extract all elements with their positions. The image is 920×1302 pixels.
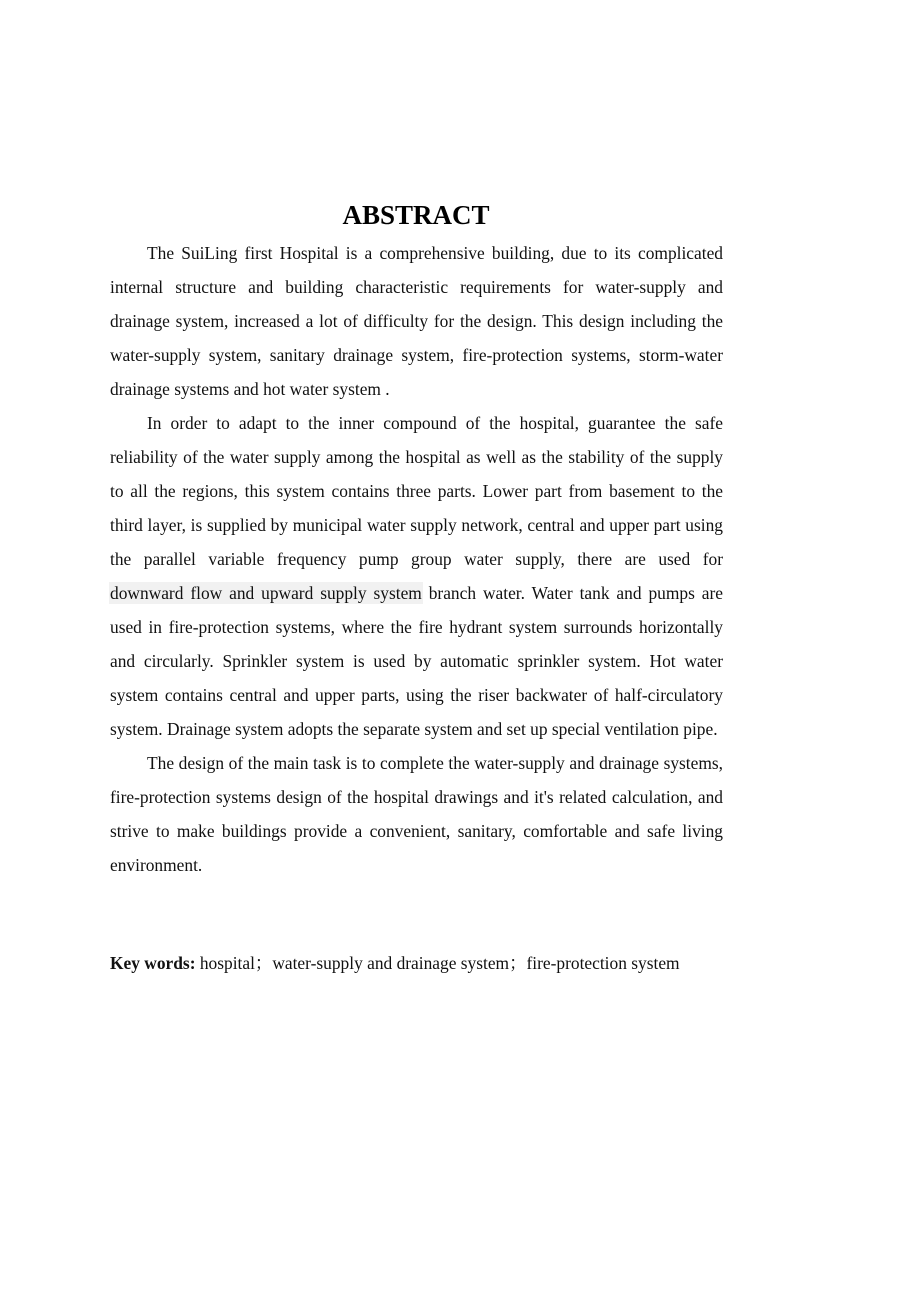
paragraph-2-line-end [110,583,525,603]
abstract-paragraph-2 [110,406,723,746]
abstract-title: ABSTRACT [342,200,490,230]
keywords-line [110,946,810,980]
paragraph-2-tail: branch water. [421,583,525,603]
paragraph-2-continuation: Water tank and pumps are used in fire-protection systems, where the fire hydrant system surrounds horizontally and circularly. Sprinkler system is used by automatic sprinkler system. Hot water system contains central and upper parts, using the riser backwater of half-circulatory system. Drainage system adopts the separate system and set up special ventilation pipe. [110,583,723,739]
abstract-body [110,236,723,882]
abstract-paragraph-3: The design of the main task is to complete the water-supply and drainage systems, fire-protection systems design of the hospital drawings and it's related calculation, and strive to make buildings provide a convenient, sanitary, comfortable and safe living environment. [110,753,723,875]
abstract-paragraph-1: The SuiLing first Hospital is a comprehensive building, due to its complicated internal structure and building characteristic requirements for water-supply and drainage system, increased a lot of difficulty for the design. This design including the water-supply system, sanitary drainage system, fire-protection systems, storm-water drainage systems and hot water system . [110,243,723,399]
keywords-items: hospital；water-supply and drainage system；fire-protection system [199,953,680,973]
highlighted-phrase: downward flow and upward supply system [110,583,422,603]
keywords-label: Key words: [110,953,196,973]
paragraph-2-text: In order to adapt to the inner compound of the hospital, guarantee the safe reliability of the water supply among the hospital as well as the stability of the supply to all the regions, this system contains three parts. Lower part from basement to the third layer, is supplied by municipal water supply network, central and upper part using the parallel variable frequency pump group water supply, there are used for [110,413,723,569]
